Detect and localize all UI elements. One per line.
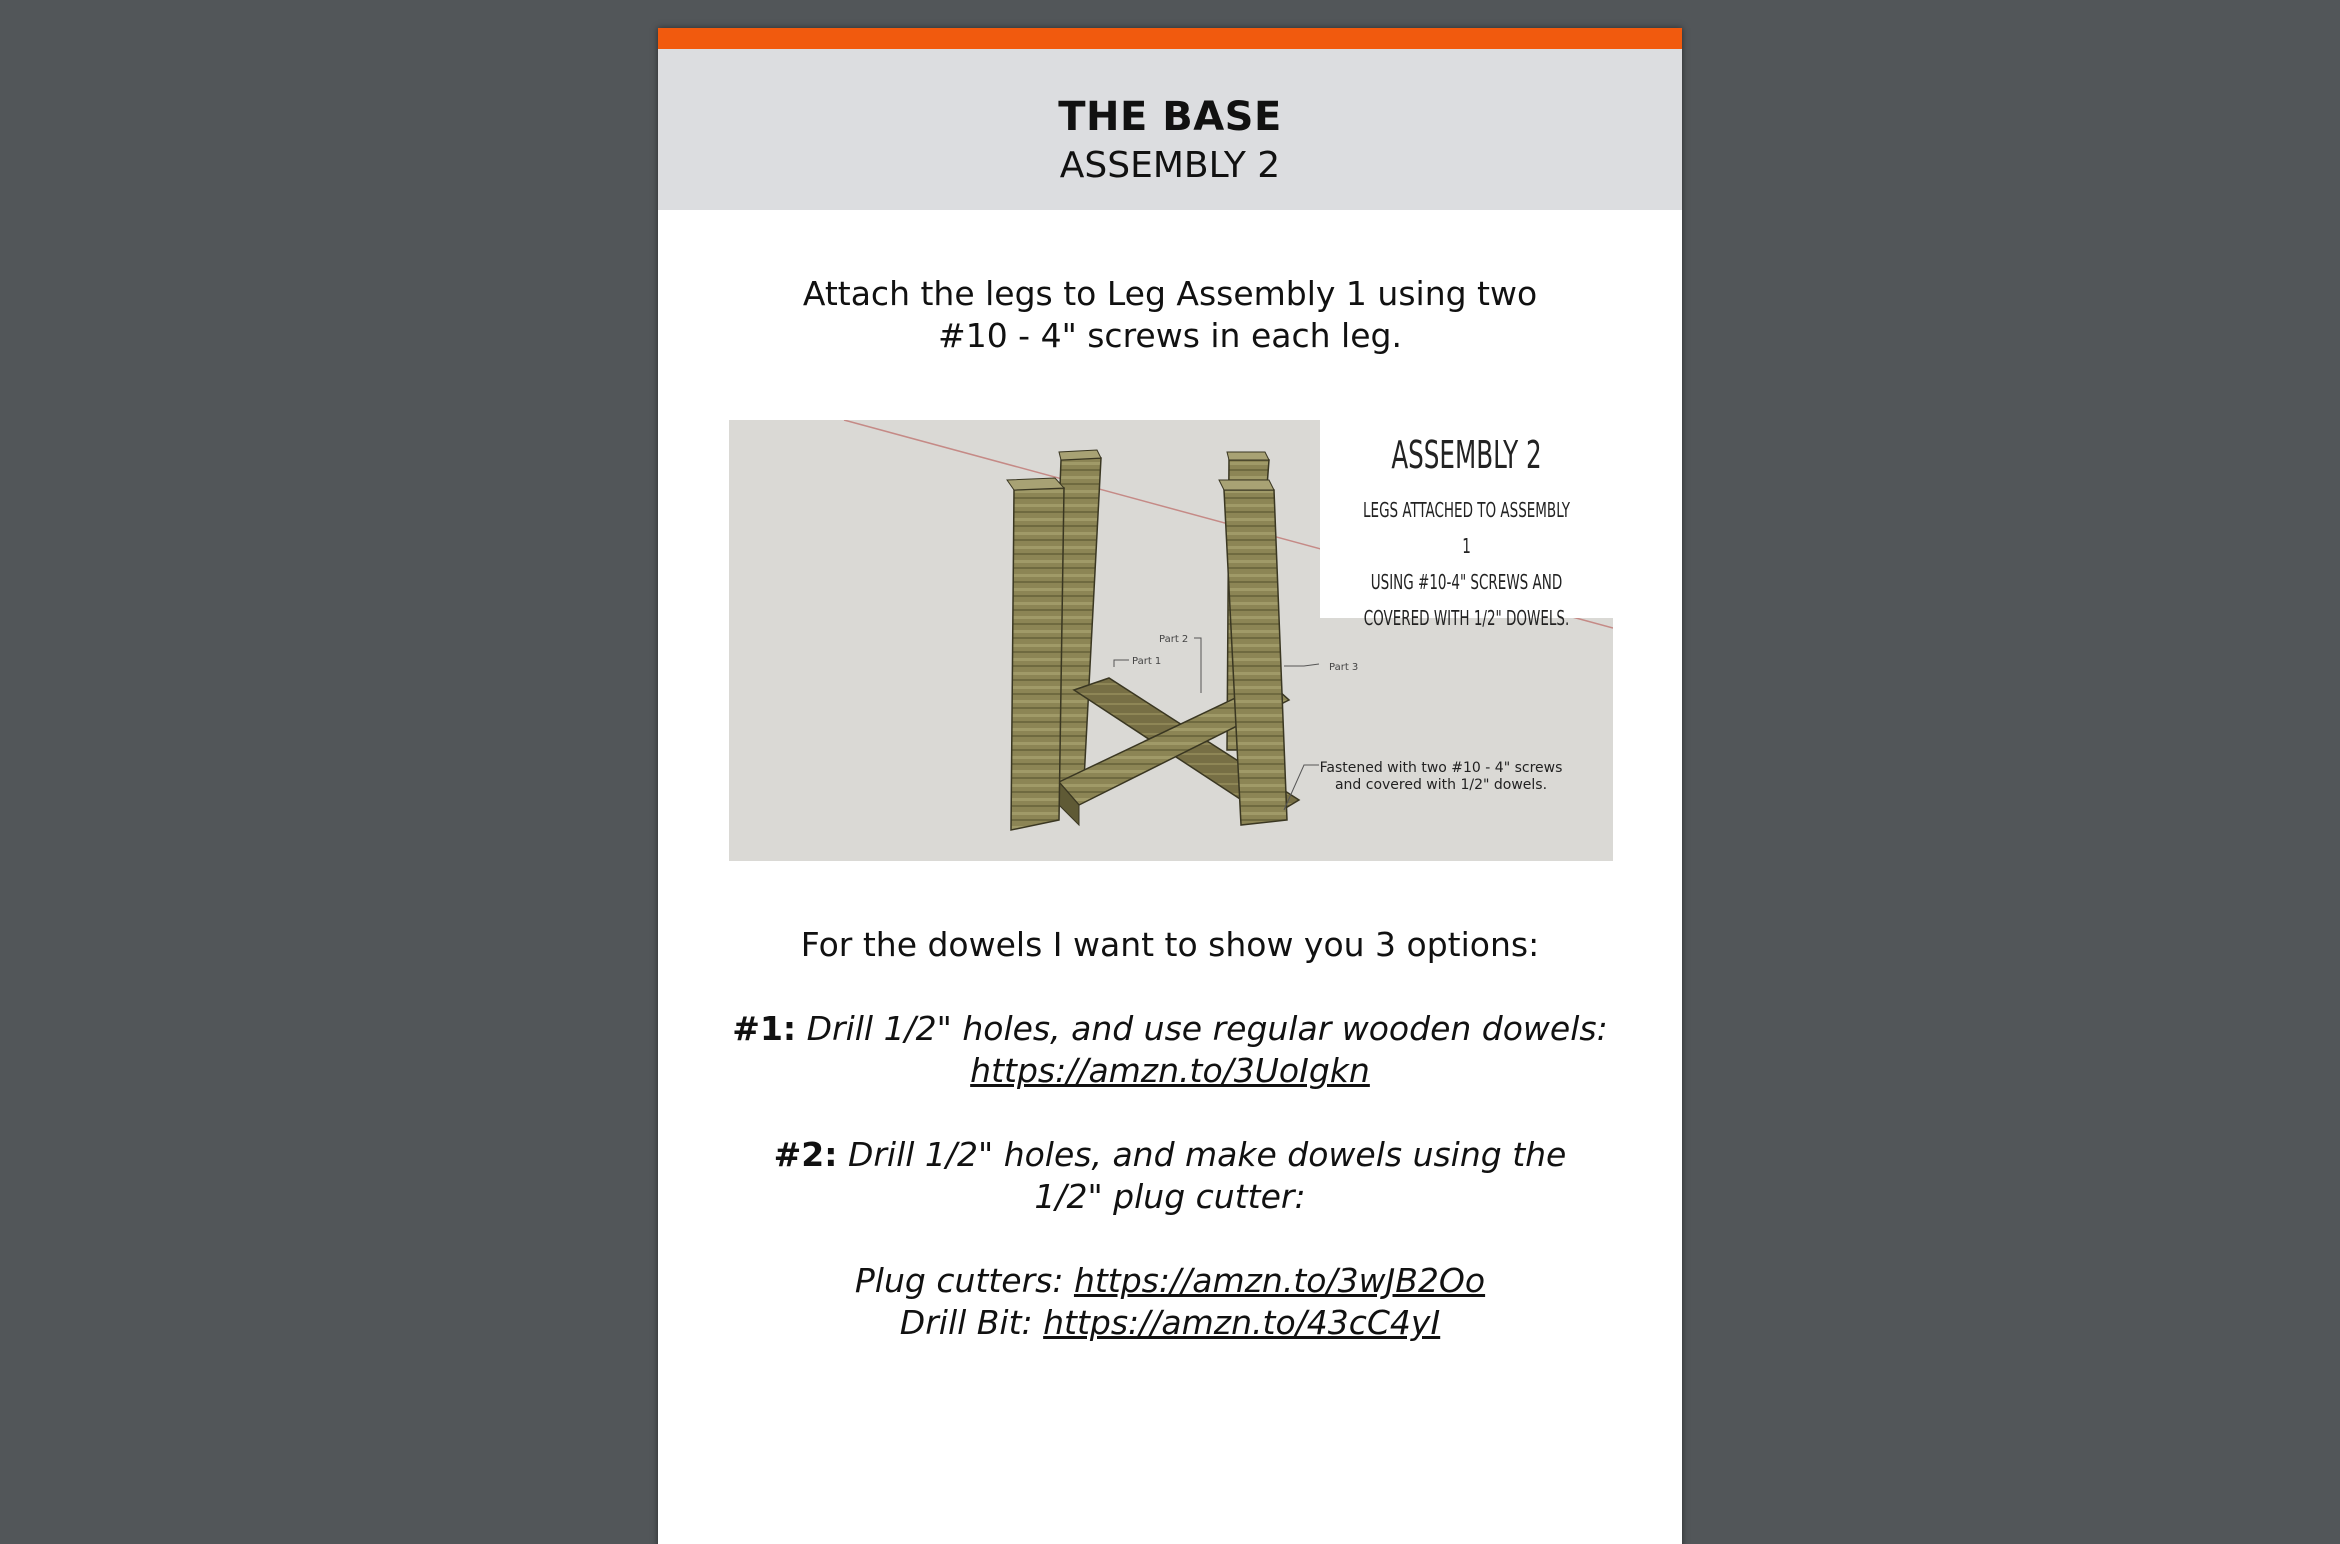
option-2-number: #2:	[773, 1135, 838, 1174]
drill-bit-label: Drill Bit:	[899, 1303, 1044, 1342]
option-2-text-line-1: Drill 1/2" holes, and make dowels using the	[837, 1135, 1567, 1174]
callout-description	[1357, 492, 1577, 636]
page-subtitle: ASSEMBLY 2	[1059, 145, 1281, 186]
option-2	[658, 1134, 1682, 1218]
option-1	[658, 1008, 1682, 1092]
callout-title: ASSEMBLY 2	[1391, 433, 1542, 477]
document-page	[658, 28, 1682, 1544]
option-1-number: #1:	[732, 1009, 797, 1048]
option-1-link[interactable]: https://amzn.to/3UoIgkn	[970, 1051, 1370, 1090]
drill-bit-link[interactable]: https://amzn.to/43cC4yI	[1043, 1303, 1441, 1342]
page-title: THE BASE	[1058, 94, 1282, 140]
intro-line-2: #10 - 4" screws in each leg.	[938, 316, 1402, 355]
plug-cutters-label: Plug cutters:	[854, 1261, 1074, 1300]
header-band	[658, 49, 1682, 210]
fastening-note-line-2: and covered with 1/2" dowels.	[1334, 777, 1548, 793]
callout-desc-line-1: LEGS ATTACHED TO ASSEMBLY 1	[1363, 498, 1570, 558]
assembly-illustration	[729, 420, 1613, 861]
option-2-text-line-2: 1/2" plug cutter:	[1034, 1177, 1306, 1216]
part-1-label: Part 1	[1132, 656, 1162, 667]
accent-bar	[658, 28, 1682, 49]
intro-line-1: Attach the legs to Leg Assembly 1 using two	[802, 274, 1538, 313]
leg-front-left	[1011, 488, 1064, 830]
assembly-callout	[1320, 420, 1613, 630]
intro-paragraph	[658, 273, 1682, 357]
callout-desc-line-2: USING #10-4" SCREWS AND	[1370, 570, 1563, 594]
tool-links	[658, 1260, 1682, 1344]
callout-desc-line-3: COVERED WITH 1/2" DOWELS.	[1363, 606, 1570, 630]
option-1-text: Drill 1/2" holes, and use regular wooden dowels:	[796, 1009, 1608, 1048]
part-3-label: Part 3	[1329, 662, 1359, 673]
fastening-note-line-1: Fastened with two #10 - 4" screws	[1319, 760, 1563, 776]
plug-cutters-link[interactable]: https://amzn.to/3wJB2Oo	[1073, 1261, 1486, 1300]
options-intro: For the dowels I want to show you 3 options:	[800, 925, 1540, 964]
part-2-label: Part 2	[1159, 634, 1189, 645]
